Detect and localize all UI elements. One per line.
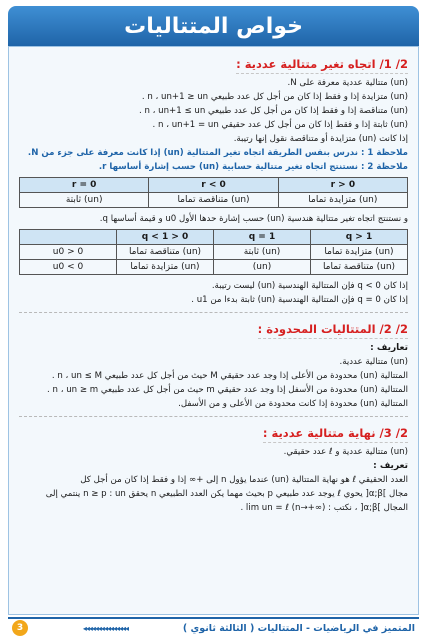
table-header: q > 1 [311,230,408,245]
table-header: r > 0 [278,178,407,193]
table-header: r = 0 [20,178,149,193]
table-row [20,193,408,208]
content-panel [8,46,419,615]
footer-text: المتميز في الرياضيات - المتتاليات ( الثالثة ثانوي ) [182,622,415,634]
table-row [20,260,408,275]
text-line: مجال ]α;β[ يحوي ℓ يوجد عدد طبيعي p بحيث مهما يكن العدد الطبيعي n يحقق n ≥ p : un ينتمي إلى [45,489,408,499]
text-line: (un) متتالية عددية معرفة على N. [287,78,408,88]
text-line: المتتالية (un) محدودة إذا كانت محدودة من الأعلى و من الأسفل. [178,399,408,409]
section-title-limit: 2/ 3/ نهاية متتالية عددية : [263,426,408,443]
table-cell: (un) [214,260,311,275]
subheading: تعريف : [373,461,408,471]
page-header [8,6,419,46]
arithmetic-table [19,177,408,208]
table-row [20,245,408,260]
note-2: ملاحظة 2 : نستنتج اتجاه تغير متتالية حسابية (un) حسب إشارة أساسها r. [98,162,408,172]
arrow-decoration-icon: ◂◂◂◂◂◂◂◂◂◂◂◂◂◂◂ [82,623,129,633]
page-footer [8,617,419,637]
note-1: ملاحظة 1 : ندرس بنفس الطريقة اتجاه تغير المتتالية (un) إذا كانت معرفة على جزء من N. [27,148,408,158]
text-line: (un) متتالية عددية و ℓ عدد حقيقي. [283,447,408,457]
text-line: المتتالية (un) محدودة من الأسفل إذا وجد عدد حقيقي m حيث من أجل كل عدد طبيعي n ، un ≥ m . [47,385,408,395]
table-cell: (un) متناقصة تماما [311,260,408,275]
table-header: r < 0 [149,178,278,193]
text-line: المجال ]α;β[ ، نكتب : lim un = ℓ (n→+∞) . [240,503,408,513]
text-line: (un) متتالية عددية. [339,357,408,367]
text-line: (un) متناقصة إذا و فقط إذا كان من أجل كل عدد طبيعي n ، un+1 ≤ un . [139,106,408,116]
page-title: خواص المتتاليات [124,13,303,39]
table-cell: (un) متزايدة تماما [311,245,408,260]
text-line: (un) ثابتة إذا و فقط إذا كان من أجل كل عدد حقيقي n ، un+1 = un . [152,120,408,130]
table-header [20,230,117,245]
text-line: إذا كان q = 0 فإن المتتالية الهندسية (un) ثابتة بدءا من u1 . [191,295,408,305]
geometric-table [19,229,408,275]
text-line: إذا كانت (un) متزايدة أو متناقصة نقول إنها رتيبة. [233,134,408,144]
section-title-bounded: 2/ 2/ المتتاليات المحدودة : [258,322,408,339]
text-line: إذا كان q < 0 فإن المتتالية الهندسية (un) ليست رتيبة. [211,281,408,291]
table-cell: u0 < 0 [20,260,117,275]
text-line: (un) متزايدة إذا و فقط إذا كان من أجل كل عدد طبيعي n ، un+1 ≥ un . [141,92,408,102]
table-cell: (un) ثابتة [20,193,149,208]
table-cell: (un) متناقصة تماما [149,193,278,208]
divider [19,312,408,313]
page-number: 3 [12,620,28,636]
table-cell: (un) متزايدة تماما [117,260,214,275]
section-title-monotonicity: 2/ 1/ اتجاه تغير متتالية عددية : [236,57,408,74]
geometric-intro: و نستنتج اتجاه تغير متتالية هندسية (un) حسب إشارة حدها الأول u0 و قيمة أساسها q. [99,214,408,224]
table-header: 0 < q < 1 [117,230,214,245]
table-cell: (un) ثابتة [214,245,311,260]
divider [19,416,408,417]
table-cell: (un) متناقصة تماما [117,245,214,260]
table-cell: (un) متزايدة تماما [278,193,407,208]
table-cell: u0 > 0 [20,245,117,260]
subheading: تعاريف : [370,343,408,353]
text-line: العدد الحقيقي ℓ هو نهاية المتتالية (un) عندما يؤول n إلى +∞ إذا و فقط إذا كان من أجل كل [80,475,408,485]
text-line: المتتالية (un) محدودة من الأعلى إذا وجد عدد حقيقي M حيث من أجل كل عدد طبيعي n ، un ≤ M . [51,371,408,381]
table-header: q = 1 [214,230,311,245]
